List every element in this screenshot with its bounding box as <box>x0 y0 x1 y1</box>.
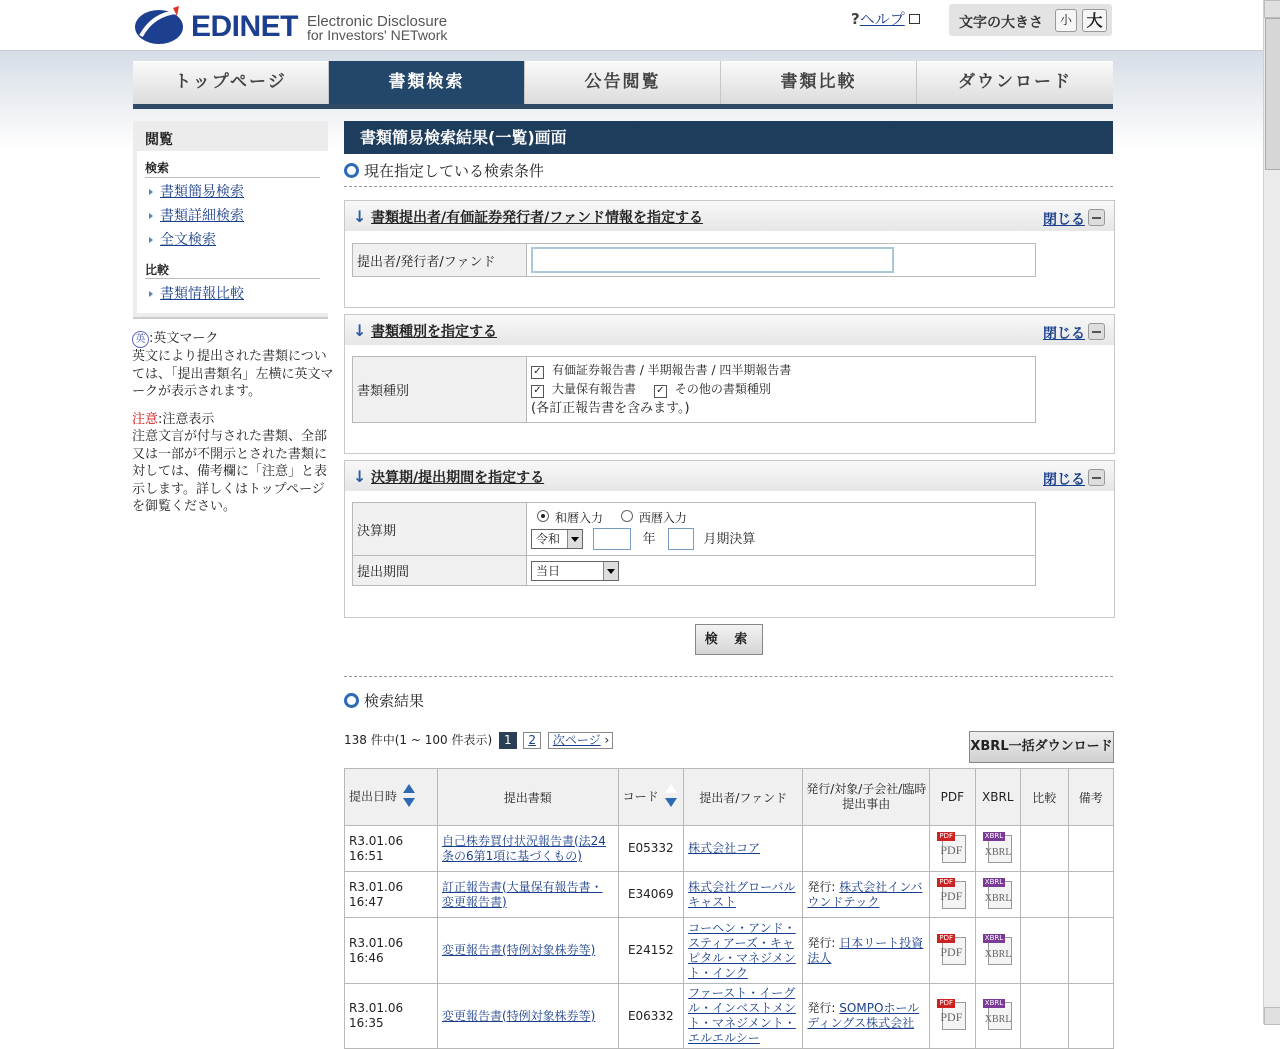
sidebar-item-fulltext-search[interactable]: 全文検索 <box>149 229 216 249</box>
column-header-notes: 備考 <box>1068 769 1113 826</box>
row-issuer-link[interactable]: 株式会社インバウンドテック <box>807 879 923 909</box>
sidebar-item-detail-search[interactable]: 書類詳細検索 <box>149 205 244 225</box>
row-compare <box>1020 918 1068 984</box>
row-code: E34069 <box>618 872 683 918</box>
row-date: R3.01.06 16:51 <box>345 826 438 872</box>
option-large-holding: 大量保有報告書 <box>552 382 637 396</box>
legend <box>132 330 337 516</box>
column-header-filer: 提出者/ファンド <box>684 769 803 826</box>
column-header-xbrl: XBRL <box>975 769 1020 826</box>
bullet-icon <box>344 693 359 708</box>
tab-download[interactable]: ダウンロード <box>917 61 1113 104</box>
doctype-box-close-link[interactable]: 閉じる <box>1043 326 1085 342</box>
english-mark-title: :英文マーク <box>149 331 219 346</box>
option-other-types: その他の書類種別 <box>674 382 771 396</box>
period-form-table <box>352 502 1036 586</box>
arrow-down-icon: ↓ <box>353 467 367 486</box>
row-date: R3.01.06 16:46 <box>345 918 438 984</box>
row-issuer-prefix: 発行: <box>807 1001 836 1015</box>
chevron-right-icon: › <box>604 733 610 747</box>
filer-box-header <box>345 201 1114 231</box>
edinet-logo[interactable] <box>133 4 473 48</box>
sidebar <box>133 121 328 319</box>
month-input[interactable] <box>668 528 694 550</box>
doctype-box-title[interactable]: 書類種別を指定する <box>371 324 497 340</box>
tab-top-page[interactable]: トップページ <box>133 61 329 104</box>
font-size-control <box>949 4 1112 36</box>
fiscal-period-label: 決算期 <box>353 503 527 556</box>
row-compare <box>1020 826 1068 872</box>
page-title <box>344 121 1113 154</box>
page-title-text: 書類簡易検索結果(一覧)画面 <box>360 128 567 147</box>
conditions-heading-text: 現在指定している検索条件 <box>364 162 545 180</box>
search-button[interactable]: 検 索 <box>695 624 763 655</box>
row-document-link[interactable]: 変更報告書(特例対象株券等) <box>441 943 596 957</box>
edinet-logo-icon <box>133 6 185 46</box>
row-filer-link[interactable]: コーヘン・アンド・スティアーズ・キャピタル・マネジメント・インク <box>688 920 796 980</box>
scrollbar-thumb[interactable] <box>1265 18 1280 170</box>
radio-seireki[interactable] <box>621 510 633 522</box>
divider <box>344 186 1113 187</box>
row-date: R3.01.06 16:35 <box>345 984 438 1049</box>
row-compare <box>1020 872 1068 918</box>
table-row <box>345 872 1114 918</box>
brand-tagline-1: Electronic Disclosure <box>307 13 448 30</box>
xbrl-icon[interactable]: XBRL XBRL <box>983 832 1013 862</box>
sort-icon[interactable] <box>403 784 415 810</box>
option-securities-report: 有価証券報告書 / 半期報告書 / 四半期報告書 <box>552 363 792 377</box>
row-issuer-link[interactable]: 日本リート投資法人 <box>807 935 924 965</box>
sort-icon[interactable] <box>665 784 677 810</box>
row-filer-link[interactable]: 株式会社コア <box>688 841 761 855</box>
submission-period-label: 提出期間 <box>353 556 527 586</box>
row-document-link[interactable]: 自己株券買付状況報告書(法24条の6第1項に基づくもの) <box>441 833 606 863</box>
tab-public-notice[interactable]: 公告閲覧 <box>525 61 721 104</box>
xbrl-icon[interactable]: XBRL XBRL <box>983 934 1013 964</box>
column-header-document: 提出書類 <box>437 769 618 826</box>
row-document-link[interactable]: 訂正報告書(大量保有報告書・変更報告書) <box>441 879 603 909</box>
table-row <box>345 826 1114 872</box>
doctype-form-table <box>352 356 1036 423</box>
table-row <box>345 918 1114 984</box>
row-code: E24152 <box>618 918 683 984</box>
radio-wareki[interactable] <box>537 510 549 522</box>
row-filer-link[interactable]: 株式会社グローバルキャスト <box>688 879 796 909</box>
next-page-link[interactable] <box>548 732 613 749</box>
era-select[interactable] <box>531 529 583 549</box>
font-size-label: 文字の大きさ <box>959 15 1043 31</box>
bullet-icon <box>344 163 359 178</box>
row-notes <box>1068 984 1113 1049</box>
results-table <box>344 768 1114 1049</box>
year-input[interactable] <box>593 528 631 550</box>
month-unit: 月期決算 <box>703 531 756 547</box>
column-header-compare: 比較 <box>1020 769 1068 826</box>
xbrl-icon[interactable]: XBRL XBRL <box>983 878 1013 908</box>
brand-tagline-2: for Investors' NETwork <box>307 27 448 43</box>
tab-document-compare[interactable]: 書類比較 <box>721 61 917 104</box>
row-code: E05332 <box>618 826 683 872</box>
filer-form-table <box>352 243 1036 277</box>
period-box-header <box>345 461 1114 491</box>
doctype-field-label: 書類種別 <box>353 357 527 423</box>
scroll-down-arrow-icon[interactable] <box>1264 1007 1280 1025</box>
arrow-down-icon: ↓ <box>353 321 367 340</box>
tab-document-search[interactable]: 書類検索 <box>329 61 525 104</box>
submission-period-select[interactable] <box>531 561 619 581</box>
row-code: E06332 <box>618 984 683 1049</box>
english-mark-icon: 英 <box>132 331 149 348</box>
checkbox-other-types[interactable]: ✓ <box>654 385 667 398</box>
row-notes <box>1068 826 1113 872</box>
row-date: R3.01.06 16:47 <box>345 872 438 918</box>
period-box-title[interactable]: 決算期/提出期間を指定する <box>371 470 545 486</box>
row-notes <box>1068 918 1113 984</box>
sidebar-item-simple-search[interactable]: 書類簡易検索 <box>149 181 244 201</box>
sidebar-divider <box>145 278 320 279</box>
notice-label: 注意 <box>132 411 159 427</box>
table-row <box>345 984 1114 1049</box>
result-pager <box>344 731 613 749</box>
pdf-icon[interactable]: PDF PDF <box>937 999 967 1029</box>
xbrl-bulk-download-button[interactable]: XBRL一括ダウンロード <box>969 731 1114 763</box>
pdf-icon[interactable]: PDF PDF <box>937 832 967 862</box>
row-document-link[interactable]: 変更報告書(特例対象株券等) <box>441 1008 596 1023</box>
filer-condition-box <box>344 200 1115 308</box>
row-issuer-prefix: 発行: <box>807 935 836 950</box>
brand-name: EDINET <box>191 10 299 43</box>
collapse-icon[interactable] <box>1088 323 1105 340</box>
conditions-heading <box>344 160 544 181</box>
radio-seireki-label: 西暦入力 <box>638 511 687 525</box>
doctype-condition-box <box>344 314 1115 454</box>
sidebar-item-info-compare[interactable]: 書類情報比較 <box>149 283 244 303</box>
sidebar-category-search: 検索 <box>145 161 170 175</box>
checkbox-large-holding[interactable]: ✓ <box>531 385 544 398</box>
results-heading-text: 検索結果 <box>364 692 425 710</box>
global-nav <box>133 61 1113 109</box>
doctype-box-header <box>345 315 1114 345</box>
doctype-note: (各訂正報告書を含みます。) <box>531 401 690 416</box>
pdf-icon[interactable]: PDF PDF <box>937 878 967 908</box>
results-heading <box>344 690 424 711</box>
sidebar-category-compare: 比較 <box>145 263 170 277</box>
filer-box-title[interactable]: 書類提出者/有価証券発行者/ファンド情報を指定する <box>371 210 703 226</box>
pdf-icon[interactable]: PDF PDF <box>937 934 967 964</box>
period-box-close-link[interactable]: 閉じる <box>1043 472 1085 488</box>
help-link-area[interactable] <box>851 8 920 29</box>
chevron-down-icon <box>567 530 582 548</box>
english-mark-text: 英文により提出された書類については、「提出書類名」左横に英文マークが表示されます。 <box>132 349 334 399</box>
help-link[interactable]: ヘルプ <box>859 10 905 28</box>
font-large-button[interactable]: 大 <box>1082 9 1107 32</box>
sidebar-menu <box>137 151 328 313</box>
column-header-date[interactable]: 提出日時 <box>345 769 438 826</box>
filer-box-close-link[interactable]: 閉じる <box>1043 212 1085 228</box>
next-page-label[interactable]: 次ページ <box>552 733 601 747</box>
sidebar-divider <box>145 177 320 178</box>
notice-text: 注意文言が付与された書類、全部又は一部が不開示とされた書類に対しては、備考欄に「注意」と表示します。詳しくはトップページを御覧ください。 <box>132 429 328 514</box>
result-count: 138 件中(1 ~ 100 件表示) <box>344 733 493 747</box>
notice-title: :注意表示 <box>158 411 215 427</box>
external-window-icon <box>909 14 920 24</box>
era-select-value: 令和 <box>536 532 561 546</box>
collapse-icon[interactable] <box>1088 469 1105 486</box>
collapse-icon[interactable] <box>1088 209 1105 226</box>
radio-wareki-label: 和暦入力 <box>555 511 604 525</box>
scroll-up-arrow-icon[interactable] <box>1264 0 1280 18</box>
column-header-code[interactable]: コード <box>618 769 683 826</box>
row-issuer-link[interactable]: SOMPOホールディングス株式会社 <box>807 1001 920 1030</box>
submission-period-value: 当日 <box>536 563 561 578</box>
sidebar-heading: 閲覧 <box>145 132 173 148</box>
row-notes <box>1068 872 1113 918</box>
chevron-down-icon <box>603 562 618 580</box>
xbrl-icon[interactable]: XBRL XBRL <box>983 999 1013 1029</box>
year-unit: 年 <box>642 531 656 547</box>
filer-input[interactable] <box>531 247 894 273</box>
row-compare <box>1020 984 1068 1049</box>
divider <box>344 676 1113 677</box>
page-current: 1 <box>499 732 517 749</box>
help-question-icon: ? <box>851 10 860 28</box>
period-condition-box <box>344 460 1115 618</box>
vertical-scrollbar[interactable] <box>1263 0 1280 1024</box>
row-filer-link[interactable]: ファースト・イーグル・インベストメント・マネジメント・エルエルシー <box>688 986 796 1045</box>
column-header-pdf: PDF <box>930 769 975 826</box>
font-small-button[interactable]: 小 <box>1055 9 1077 32</box>
page-link-2[interactable]: 2 <box>523 732 541 749</box>
checkbox-securities-report[interactable]: ✓ <box>531 366 544 379</box>
arrow-down-icon: ↓ <box>353 207 367 226</box>
column-header-issuer: 発行/対象/子会社/臨時提出事由 <box>803 769 930 826</box>
row-issuer-prefix: 発行: <box>807 879 836 894</box>
filer-field-label: 提出者/発行者/ファンド <box>353 244 527 277</box>
